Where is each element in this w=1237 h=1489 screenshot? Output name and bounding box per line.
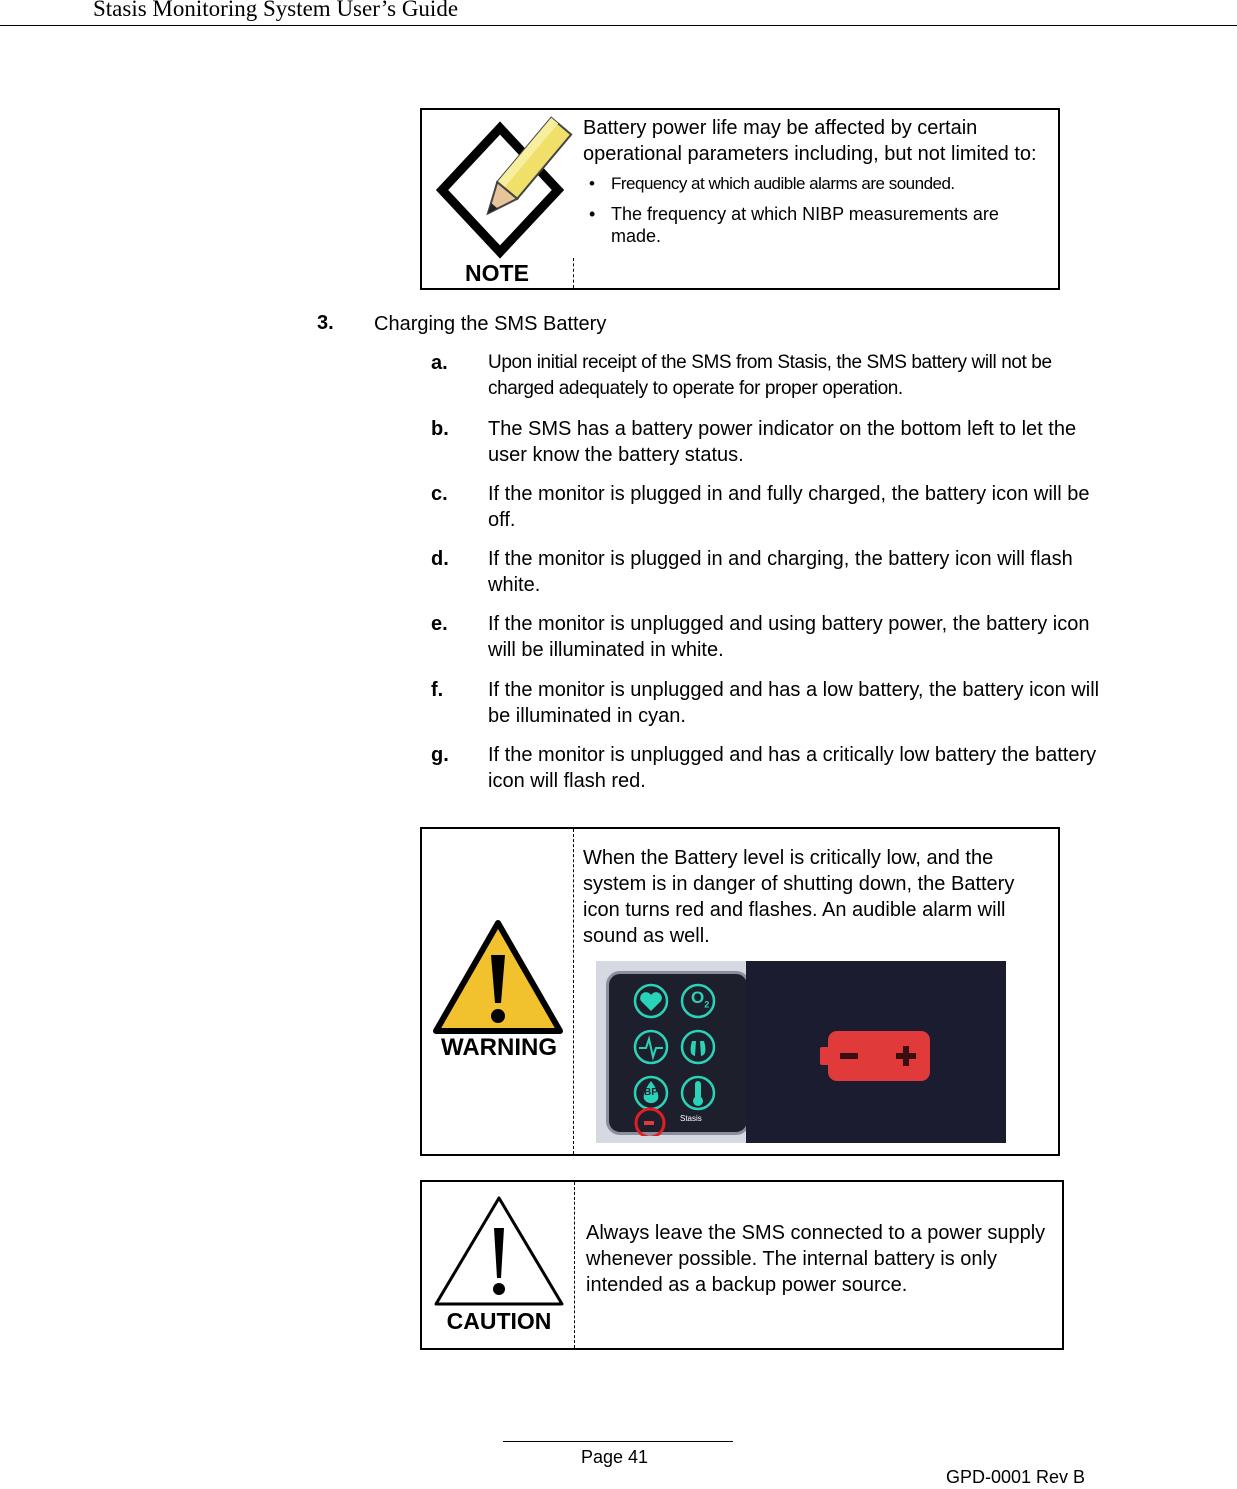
caution-box: [420, 1180, 1064, 1350]
note-item: • Frequency at which audible alarms are sounded.: [583, 173, 1053, 195]
substep-text: If the monitor is plugged in and charging, the battery icon will flash white.: [488, 548, 1073, 596]
header-rule: [0, 25, 1237, 26]
device-photo: [596, 961, 1006, 1143]
note-item: • The frequency at which NIBP measurements are made.: [583, 203, 1053, 247]
substep-text: If the monitor is unplugged and has a low battery, the battery icon will be illuminated in cyan.: [488, 679, 1100, 727]
caution-text: Always leave the SMS connected to a power supply whenever possible. The internal battery is only intended as a backup power source.: [586, 1222, 1046, 1296]
substep-text: Upon initial receipt of the SMS from Stasis, the SMS battery will not be charged adequately to operate for proper operation.: [488, 352, 1052, 399]
note-box: [420, 108, 1060, 290]
lungs-icon: [691, 1041, 706, 1056]
substep-text: The SMS has a battery power indicator on the bottom left to let the user know the battery status.: [488, 418, 1077, 466]
warning-label: WARNING: [441, 1034, 557, 1061]
substep-letter: b.: [431, 418, 449, 440]
brand-badge: Stasis: [680, 1114, 702, 1123]
warning-box: [420, 827, 1060, 1156]
caution-label: CAUTION: [446, 1308, 552, 1334]
note-label: NOTE: [465, 260, 529, 286]
ecg-icon: [639, 1039, 663, 1057]
note-pencil-icon: [436, 110, 586, 260]
warning-triangle-icon: [432, 919, 564, 1037]
substep-letter: c.: [431, 483, 448, 505]
note-divider: [573, 258, 574, 288]
warning-divider: [573, 829, 574, 1154]
footer-rule: [503, 1441, 733, 1442]
o2-letter: O: [691, 988, 705, 1007]
step-title: Charging the SMS Battery: [374, 313, 607, 335]
red-battery-closeup-icon: [816, 1021, 946, 1091]
o2-subscript: 2: [704, 999, 710, 1010]
substep-letter: a.: [431, 352, 448, 374]
warning-text: When the Battery level is critically low, and the system is in danger of shutting down, the Battery icon turns red and flashes. An audible alarm will sound as well.: [583, 847, 1015, 947]
note-list: [583, 173, 1053, 247]
substep-text: If the monitor is unplugged and has a critically low battery the battery icon will flash red.: [488, 744, 1097, 792]
substep-letter: f.: [431, 679, 444, 701]
substep-letter: d.: [431, 548, 449, 570]
note-text: [583, 115, 1053, 247]
substep-text: If the monitor is unplugged and using battery power, the battery icon will be illuminated in white.: [488, 613, 1090, 661]
step-number: 3.: [317, 312, 334, 334]
device-battery-icon: [644, 1121, 654, 1125]
document-revision: GPD-0001 Rev B: [946, 1467, 1086, 1487]
substep-letter: g.: [431, 744, 449, 766]
caution-triangle-icon: [432, 1194, 566, 1308]
caution-divider: [574, 1182, 575, 1348]
heart-icon: [640, 992, 662, 1011]
header-title: Stasis Monitoring System User’s Guide: [93, 0, 459, 21]
device-icons: [606, 971, 746, 1136]
o2-badge: [691, 988, 709, 1009]
bp-badge: BP: [644, 1087, 658, 1098]
page-number: Page 41: [581, 1447, 649, 1467]
substep-letter: e.: [431, 613, 448, 635]
note-intro: Battery power life may be affected by certain operational parameters including, but not limited to:: [583, 117, 1037, 165]
substep-text: If the monitor is plugged in and fully charged, the battery icon will be off.: [488, 483, 1090, 531]
